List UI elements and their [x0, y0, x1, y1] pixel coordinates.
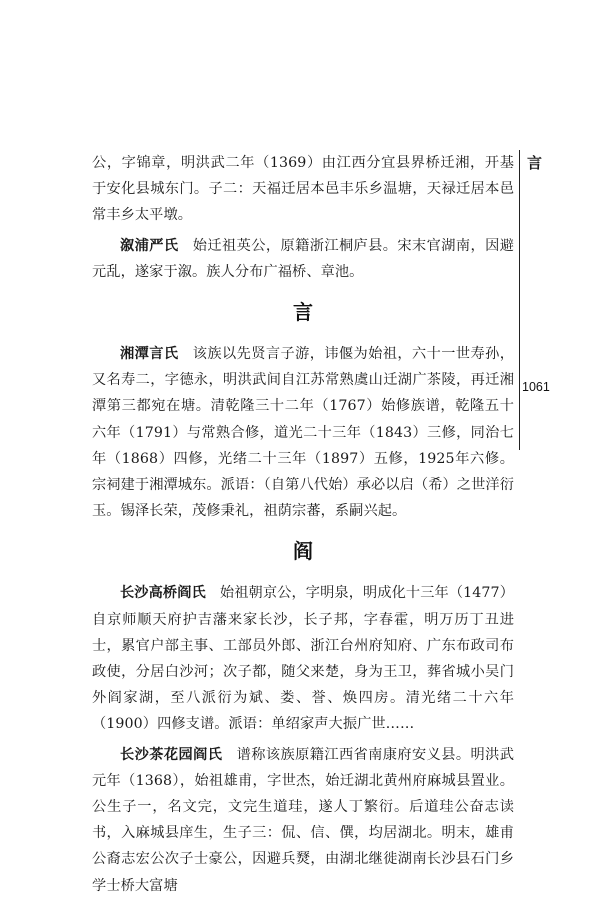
- section-heading-yan: 言: [292, 300, 314, 325]
- margin-rule: [519, 150, 520, 450]
- entry-name: 溆浦严氏: [120, 237, 179, 254]
- section-heading-yan-gate: 阎: [292, 539, 314, 564]
- entry-changsha-gaoqiao: [92, 580, 514, 737]
- entry-text: 始祖朝京公，字明泉，明成化十三年（1477）自京师顺天府护吉藩来家长沙，长子邦，字春霍，明万历丁丑进士，累官户部主事、工部员外郎、浙江台州府知府、广东布政司布政使，分居白沙河；次子都，随父来楚，身为王卫，葬省城小吴门外阎家湖，至八派衍为斌、娄、誉、焕四房。清光绪二十六年（1900）四修支谱。派语：单绍家声大振广世……: [92, 585, 514, 733]
- paragraph-continuation: 公，字锦章，明洪武二年（1369）由江西分宜县界桥迁湘，开基于安化县城东门。子二：天福迁居本邑丰乐乡温塘，天禄迁居本邑常丰乡太平墩。: [92, 155, 514, 224]
- entry-xiangtan-yan: [92, 341, 514, 524]
- entry-text: 始迁祖英公，原籍浙江桐庐县。宋末官湖南，因避元乱，遂家于溆。族人分布广福桥、章池。: [92, 237, 515, 280]
- entry-text: 该族以先贤言子游，讳偃为始祖，六十一世寿孙，又名寿二，字德永，明洪武间自江苏常熟虞山迁湖广茶陵，再迁湘潭第三都宛在塘。清乾隆三十二年（1767）始修族谱，乾隆五十六年（1791）与常熟合修，道光二十三年（1843）三修，同治七年（1868）四修，光绪二十三年（1897）五修，1925年六修。宗祠建于湘潭城东。派语：（自第八代始）承必以启（希）之世洋衍玉。锡泽长荣，茂修秉礼，祖荫宗蕃，系嗣兴起。: [92, 346, 515, 520]
- page-number: 1061: [522, 380, 550, 394]
- entry-name: 长沙高桥阎氏: [120, 585, 206, 602]
- entry-name: 湘潭言氏: [120, 346, 179, 363]
- side-header: 言: [527, 154, 543, 172]
- entry-text: 谱称该族原籍江西省南康府安义县。明洪武元年（1368），始祖雄甫，字世杰，始迁湖北黄州府麻城县置业。公生子一，名文完，文完生道珪，遂人丁繁衍。后道珪公奋志读书，入麻城县庠生，生子三：侃、信、僎，均居湖北。明末，雄甫公裔志宏公次子士豪公，因避兵燹，由湖北继徙湖南长沙县石门乡学士桥大富塘: [92, 746, 514, 894]
- main-text: [92, 150, 514, 903]
- entry-name: 长沙茶花园阎氏: [120, 746, 223, 763]
- entry-xupu-yan: [92, 233, 514, 285]
- entry-changsha-chahuayuan: [92, 742, 514, 899]
